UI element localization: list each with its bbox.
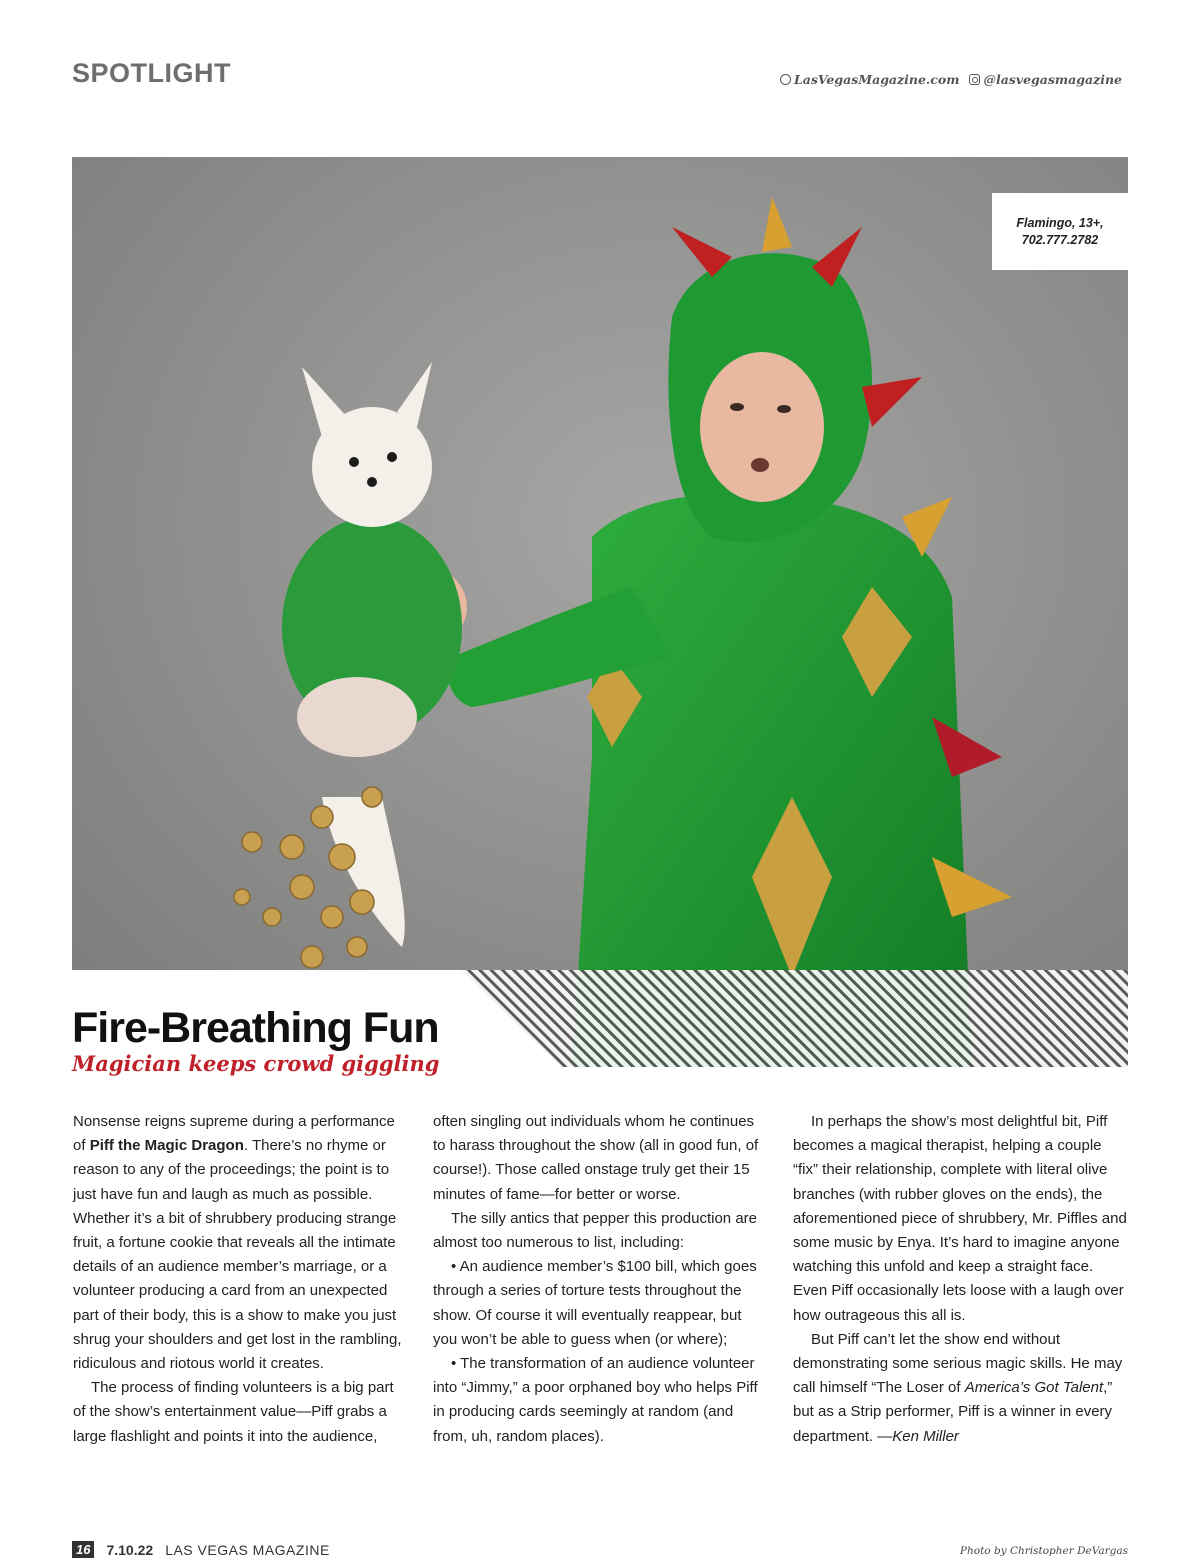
photo-credit: Photo by Christopher DeVargas <box>959 1545 1128 1557</box>
paragraph: In perhaps the show’s most delightful bit, Piff becomes a magical therapist, helping a couple “fix” their relationship, complete with literal olive branches (with rubber gloves on the ends), the aforementioned piece of shrubbery, Mr. Piffles and some music by Enya. It’s hard to imagine anyone watching this unfold and keep a straight face. Even Piff occasionally lets loose with a laugh over how outrageous this all is. <box>793 1113 1127 1324</box>
photo-illustration <box>72 157 1128 1067</box>
headline-block <box>72 1004 439 1076</box>
byline: —Ken Miller <box>877 1427 959 1445</box>
magazine-name: LAS VEGAS MAGAZINE <box>165 1541 330 1558</box>
paragraph: But Piff can’t let the show end without demonstrating some serious magic skills. He may call himself “The Loser of America’s Got Talent,” but as a Strip performer, Piff is a winner in every department. —Ken Miller <box>793 1330 1123 1445</box>
column-2 <box>433 1110 768 1449</box>
instagram-link[interactable] <box>969 72 1122 87</box>
instagram-icon <box>969 74 980 85</box>
feature-photo <box>72 157 1128 1067</box>
globe-icon <box>780 74 791 85</box>
paragraph: The process of finding volunteers is a big part of the show’s entertainment value—Piff grabs a large flashlight and points it into the audience, <box>73 1379 394 1445</box>
column-3 <box>793 1110 1128 1449</box>
section-label: SPOTLIGHT <box>72 58 231 88</box>
venue-info-line1: Flamingo, 13+, <box>1016 215 1104 230</box>
website-text: LasVegasMagazine.com <box>793 72 960 87</box>
article-body <box>73 1110 1129 1449</box>
article-subhead: Magician keeps crowd giggling <box>72 1051 440 1076</box>
show-name: Piff the Magic Dragon <box>89 1137 244 1155</box>
bullet-paragraph: • The transformation of an audience volunteer into “Jimmy,” a poor orphaned boy who helps Piff in producing cards seemingly at random (and from, uh, random places). <box>433 1355 758 1445</box>
paragraph: Nonsense reigns supreme during a performance of Piff the Magic Dragon. There’s no rhyme or reason to any of the proceedings; the point is to just have fun and laugh as much as possible. Whether it’s a bit of shrubbery producing strange fruit, a fortune cookie that reveals all the intimate details of an audience member’s marriage, or a volunteer producing a card from an unexpected part of their body, this is a show to make you just shrug your shoulders and get lost in the rambling, ridiculous and riotous world it creates. <box>73 1113 402 1373</box>
issue-date: 7.10.22 <box>106 1541 154 1558</box>
page-footer <box>72 1541 330 1558</box>
bullet-paragraph: • An audience member’s $100 bill, which goes through a series of torture tests throughout the show. Of course it will eventually reappear, but you won’t be able to guess when (or where); <box>433 1258 757 1348</box>
page-number: 16 <box>72 1541 94 1558</box>
paragraph: often singling out individuals whom he continues to harass throughout the show (all in good fun, of course!). Those called onstage truly get their 15 minutes of fame—for better or worse. <box>433 1113 759 1203</box>
social-links <box>780 72 1122 87</box>
column-1 <box>73 1110 408 1449</box>
instagram-handle: @lasvegasmagazine <box>983 72 1122 87</box>
venue-info-box <box>992 193 1128 270</box>
show-title: America’s Got Talent <box>964 1379 1104 1397</box>
website-link[interactable] <box>780 72 960 87</box>
venue-info-line2: 702.777.2782 <box>1021 232 1099 247</box>
paragraph: The silly antics that pepper this production are almost too numerous to list, including: <box>433 1209 757 1252</box>
article-headline: Fire-Breathing Fun <box>72 1004 439 1052</box>
